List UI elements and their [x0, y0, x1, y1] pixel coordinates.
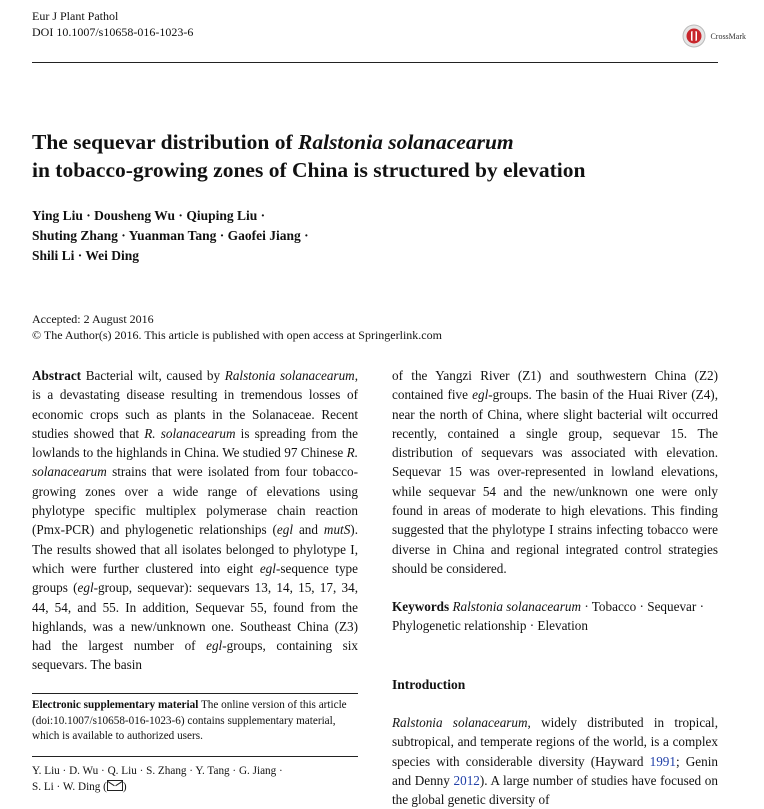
- title-line-2: in tobacco-growing zones of China is structured by elevation: [32, 158, 586, 182]
- keywords-list: · Tobacco · Sequevar · Phylogenetic relationship · Elevation: [392, 599, 704, 634]
- affiliation-line-1: Y. Liu · D. Wu · Q. Liu · S. Zhang · Y. Tang · G. Jiang ·: [32, 765, 283, 777]
- abstract-italic: egl: [259, 560, 276, 576]
- keywords: [392, 597, 718, 636]
- supplementary-note: [32, 698, 358, 745]
- intro-italic: Ralstonia solanacearum: [392, 715, 528, 730]
- affiliation-rule: [32, 756, 358, 757]
- abstract-italic: Ralstonia solanacearum: [224, 368, 355, 383]
- abstract-text: and: [293, 522, 324, 538]
- authors-line-1: Ying Liu · Dousheng Wu · Qiuping Liu ·: [32, 208, 266, 223]
- abstract-italic: egl: [472, 387, 489, 403]
- envelope-icon[interactable]: [107, 780, 123, 791]
- crossmark-label: CrossMark: [710, 31, 746, 41]
- title-line-1: [32, 128, 732, 156]
- abstract-italic: egl: [77, 580, 94, 596]
- abstract-italic: egl: [276, 522, 294, 538]
- abstract-text: strains that were isolated from four tobacco-growing zones over a wide range of elevations using phylotype specific multiplex polymerase chain reaction (Pmx-PCR) and phylogenetic relationships (: [32, 464, 358, 538]
- title-text: The sequevar distribution of: [32, 130, 298, 154]
- affiliation-line-2: [32, 780, 358, 796]
- intro-text: ). A large number of studies have focused on the global genetic diversity of: [392, 772, 718, 808]
- copyright-line: © The Author(s) 2016. This article is published with open access at Springerlink.com: [32, 328, 442, 342]
- authors-line-2: Shuting Zhang · Yuanman Tang · Gaofei Jiang ·: [32, 228, 309, 243]
- abstract-text: -groups, containing six sequevars. The basin: [32, 638, 358, 673]
- paper-title: [32, 128, 732, 184]
- journal-header: [32, 8, 193, 40]
- abstract-text: ). The results showed that all isolates belonged to phylotype I, which were further clustered into eight: [32, 522, 358, 576]
- authors-line-3: Shili Li · Wei Ding: [32, 248, 140, 263]
- intro-text: , widely distributed in tropical, subtropical, and temperate regions of the world, is a complex species with considerable diversity (Hayward: [392, 715, 718, 769]
- introduction-text: [392, 713, 718, 809]
- affiliation-text: ): [122, 780, 127, 793]
- title-species: Ralstonia solanacearum: [298, 130, 514, 154]
- esm-heading: Electronic supplementary material: [32, 699, 199, 711]
- journal-name: Eur J Plant Pathol: [32, 9, 119, 23]
- abstract-italic: R. solanacearum: [32, 445, 358, 480]
- author-list: [32, 206, 732, 266]
- citation-link-hayward[interactable]: 1991: [649, 753, 676, 769]
- esm-text: The online version of this article (doi:10.1007/s10658-016-1023-6) contains supplementary material, which is available to authorized users.: [32, 699, 347, 742]
- keyword-species: Ralstonia solanacearum: [452, 599, 582, 614]
- abstract-left-column: [32, 366, 358, 675]
- abstract-text: -groups. The basin of the Huai River (Z4), near the north of China, where slight bacterial wilt occurred recently, contained a single group, sequevar 15. The distribution of sequevars was associated with elevation. Sequevar 15 was over-represented in lowland elevations, while sequevar 54 and the new/unknown one were only found in areas of moderate to high elevations. This finding suggested that the phylotype I strains infecting tobacco were diverse in China and regional integrated control strategies should be considered.: [392, 387, 718, 576]
- abstract-italic: R. solanacearum: [144, 425, 236, 441]
- intro-text: ; Genin and Denny: [392, 753, 718, 788]
- keywords-heading: Keywords: [392, 599, 450, 614]
- abstract-right-column: [392, 366, 718, 578]
- abstract-text: Bacterial wilt, caused by: [81, 368, 225, 383]
- citation-link-genin[interactable]: 2012: [453, 772, 480, 788]
- abstract-text: of the Yangzi River (Z1) and southwestern China (Z2) contained five: [392, 368, 718, 403]
- article-meta: [32, 311, 442, 343]
- esm-rule: [32, 693, 358, 694]
- crossmark-icon: [682, 24, 706, 48]
- affiliation-text: S. Li · W. Ding (: [32, 780, 107, 793]
- affiliation-block: [32, 764, 358, 795]
- abstract-text: is spreading from the lowlands to the highlands in China. We studied 97 Chinese: [32, 425, 358, 461]
- abstract-italic: egl: [206, 638, 223, 654]
- crossmark-badge[interactable]: [682, 24, 746, 48]
- accepted-date: Accepted: 2 August 2016: [32, 312, 154, 326]
- abstract-text: -sequence type groups (: [32, 560, 358, 596]
- abstract-text: -group, sequevar): sequevars 13, 14, 15, 17, 34, 44, 54, and 55. In addition, Sequevar 55, found from the highlands, was a new/unknown one. Southeast China (Z3) had the largest number of: [32, 580, 358, 654]
- article-doi: DOI 10.1007/s10658-016-1023-6: [32, 25, 194, 39]
- introduction-heading: Introduction: [392, 677, 466, 692]
- header-rule: [32, 62, 718, 63]
- abstract-heading: Abstract: [32, 368, 82, 383]
- abstract-italic: mutS: [323, 522, 351, 538]
- abstract-text: , is a devastating disease resulting in tremendous losses of economic crops such as plants in the Solanaceae. Recent studies showed that: [32, 368, 358, 441]
